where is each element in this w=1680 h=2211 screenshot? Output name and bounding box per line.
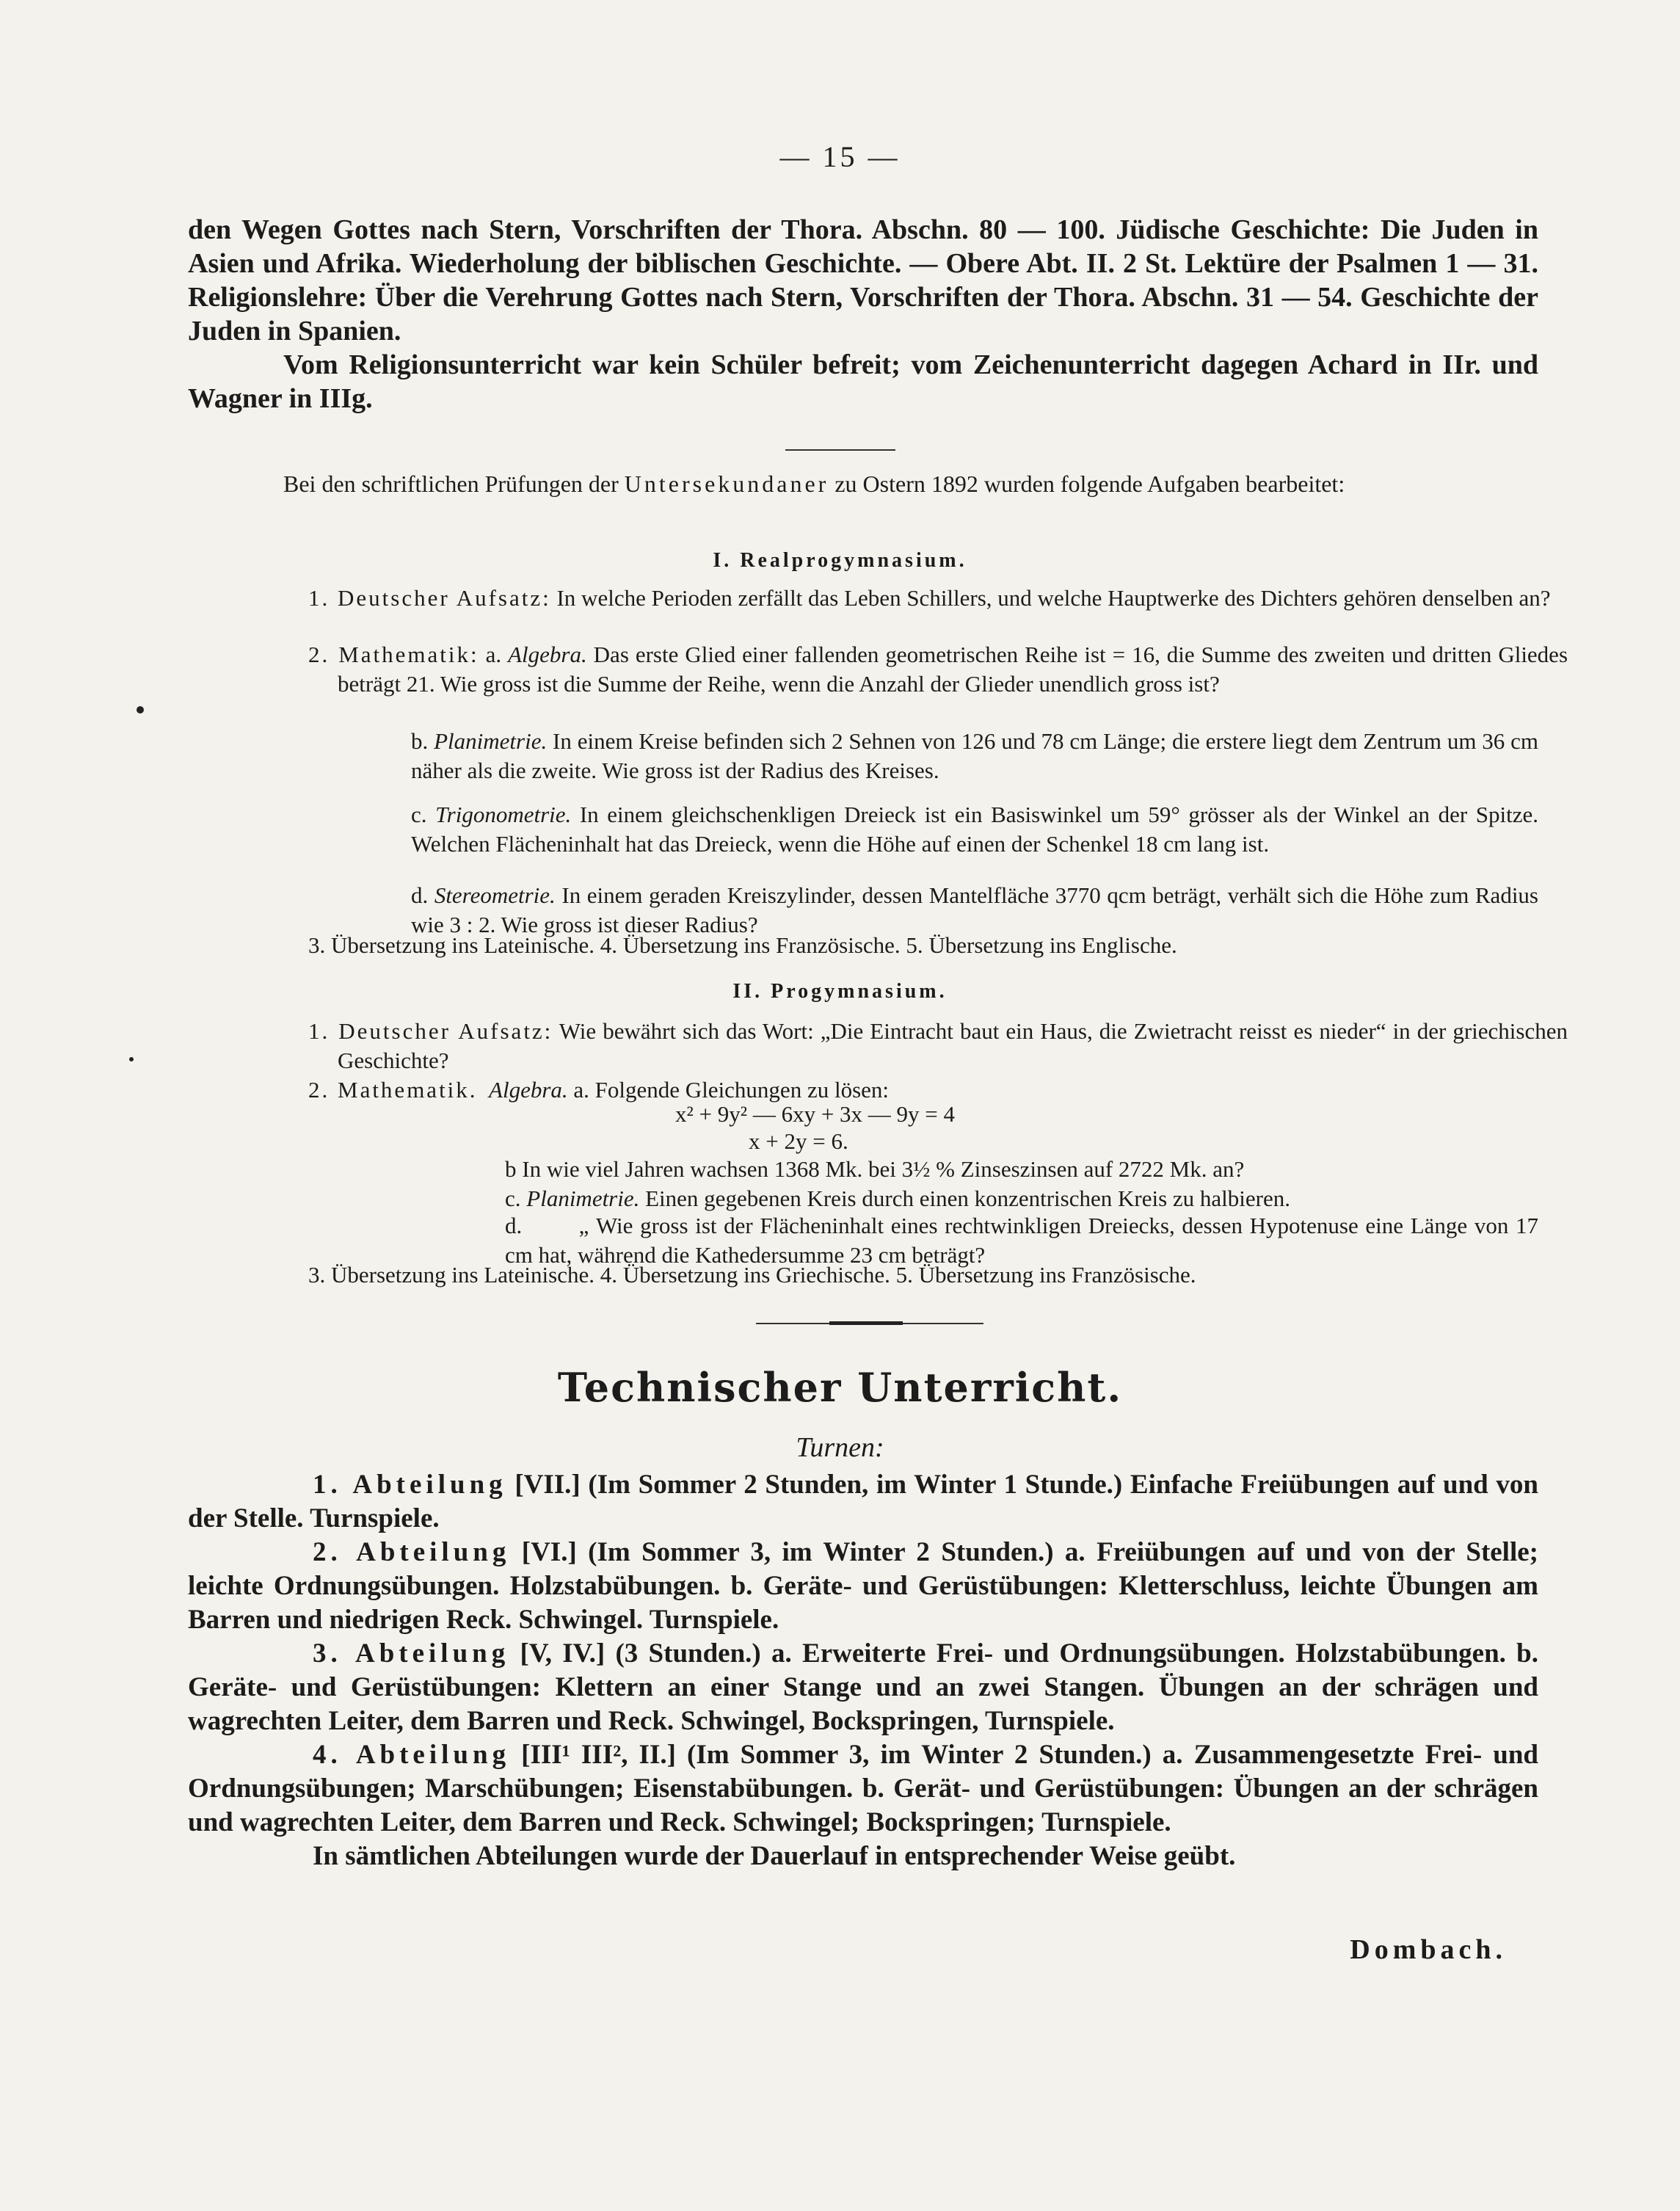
s1-math-label: 2. Mathematik: — [308, 642, 479, 667]
turnen-abteilung-1 — [188, 1468, 1538, 1536]
turnen-subheading: Turnen: — [796, 1432, 884, 1463]
s2-math-d-prefix: d. — [505, 1213, 523, 1238]
abteilung-2-label: 2. Abteilung — [313, 1537, 511, 1567]
technical-heading: Technischer Unterricht. — [557, 1364, 1123, 1411]
s2-task-deutsch-label: 1. Deutscher Aufsatz: — [308, 1018, 553, 1044]
s2-math-a-topic: Algebra. — [489, 1077, 568, 1103]
s2-math-c-prefix: c. — [505, 1186, 527, 1211]
s1-task-deutsch-text: In welche Perioden zerfällt das Leben Schillers, und welche Hauptwerke des Dichters gehören denselben an? — [550, 585, 1551, 611]
s2-task-deutsch — [308, 1017, 1568, 1075]
section-heading-progymnasium: II. Progymnasium. — [732, 980, 948, 1003]
s1-task-deutsch — [308, 584, 1568, 613]
abteilung-4-text: [III¹ III², II.] (Im Sommer 3, im Winter 2 Stunden.) a. Zusammengesetzte Frei- und Ordnungsübungen; Marschübungen; Eisenstabübungen. b. Gerät- und Gerüstübungen: Übungen an der schrägen und wagrechten Leiter, dem Barren und Reck. Schwingel; Bockspringen; Turnspiele. — [188, 1740, 1539, 1837]
s2-math-c-text: Einen gegebenen Kreis durch einen konzentrischen Kreis zu halbieren. — [639, 1186, 1290, 1211]
s2-math-d-ditto-mark: „ — [578, 1213, 589, 1238]
s1-task-math-c — [411, 800, 1538, 859]
margin-mark — [137, 706, 144, 714]
s1-task-languages: 3. Übersetzung ins Lateinische. 4. Übersetzung ins Französische. 5. Übersetzung ins Englische. — [308, 932, 1177, 958]
turnen-abteilung-3 — [188, 1637, 1538, 1738]
s1-math-a-prefix: a. — [479, 642, 509, 667]
s2-math-a-text: a. Folgende Gleichungen zu lösen: — [567, 1077, 890, 1103]
s1-math-a-text: Das erste Glied einer fallenden geometrischen Reihe ist = 16, die Summe des zweiten und dritten Gliedes beträgt 21. Wie gross ist die Summe der Reihe, wenn die Anzahl der Glieder unendlich gross ist? — [338, 642, 1568, 697]
s1-math-a-topic: Algebra. — [508, 642, 587, 667]
abteilung-3-text: [V, IV.] (3 Stunden.) a. Erweiterte Frei- und Ordnungsübungen. Holzstabübungen. b. Geräte- und Gerüstübungen: Klettern an einer Stange und an zwei Stangen. Übungen an der schrägen und wagrechten Leiter, dem Barren und Reck. Schwingel, Bockspringen, Turnspiele. — [188, 1638, 1539, 1736]
abteilung-4-label: 4. Abteilung — [313, 1740, 511, 1770]
s2-math-label: 2. Mathematik. — [308, 1077, 478, 1103]
turnen-section — [188, 1468, 1538, 1873]
s1-math-b-text: In einem Kreise befinden sich 2 Sehnen von 126 und 78 cm Länge; die erstere liegt dem Zentrum um 36 cm näher als die zweite. Wie gross ist der Radius des Kreises. — [411, 728, 1539, 783]
page-number: — 15 — — [779, 140, 901, 173]
margin-mark-small — [129, 1057, 134, 1061]
s1-math-d-prefix: d. — [411, 882, 434, 908]
abteilung-3-label: 3. Abteilung — [313, 1638, 510, 1669]
paragraph-exemptions: Vom Religionsunterricht war kein Schüler befreit; vom Zeichenunterricht dagegen Achard in IIr. und Wagner in IIIg. — [188, 349, 1538, 414]
turnen-abteilung-2 — [188, 1536, 1538, 1637]
signature: Dombach. — [1350, 1934, 1507, 1965]
s2-task-math-c — [505, 1184, 1538, 1213]
intro-spaced: Untersekundaner — [624, 471, 829, 497]
separator-rule — [785, 449, 895, 451]
paragraph-religion: den Wegen Gottes nach Stern, Vorschriften der Thora. Abschn. 80 — 100. Jüdische Geschichte: Die Juden in Asien und Afrika. Wiederholung der biblischen Geschichte. — Obere Abt. II. 2 St. Lektüre der Psalmen 1 — 31. Religionslehre: Über die Verehrung Gottes nach Stern, Vorschriften der Thora. Abschn. 31 — 54. Geschichte der Juden in Spanien. — [188, 214, 1538, 346]
s2-equation-1: x² + 9y² — 6xy + 3x — 9y = 4 — [675, 1101, 956, 1127]
s1-math-c-topic: Trigonometrie. — [435, 802, 572, 827]
s1-task-math-a — [308, 640, 1568, 699]
s2-task-languages: 3. Übersetzung ins Lateinische. 4. Übersetzung ins Griechische. 5. Übersetzung ins Französische. — [308, 1262, 1196, 1288]
exam-intro — [188, 468, 1538, 499]
s1-math-b-topic: Planimetrie. — [434, 728, 548, 754]
s2-math-d-text: Wie gross ist der Flächeninhalt eines rechtwinkligen Dreiecks, dessen Hypotenuse eine Länge von 17 cm hat, während die Kathedersumme 23 cm beträgt? — [505, 1213, 1539, 1268]
s1-math-d-text: In einem geraden Kreiszylinder, dessen Mantelfläche 3770 qcm beträgt, verhält sich die Höhe zum Radius wie 3 : 2. Wie gross ist dieser Radius? — [411, 882, 1538, 937]
section-heading-realprogymnasium: I. Realprogymnasium. — [713, 549, 967, 572]
top-paragraph — [188, 213, 1538, 415]
s2-math-c-topic: Planimetrie. — [526, 1186, 640, 1211]
s1-math-d-topic: Stereometrie. — [434, 882, 556, 908]
section-divider-rule — [756, 1323, 983, 1324]
s1-math-c-text: In einem gleichschenkligen Dreieck ist ein Basiswinkel um 59° grösser als der Winkel an der Spitze. Welchen Flächeninhalt hat das Dreieck, wenn die Höhe auf einen der Schenkel 18 cm lang ist. — [411, 802, 1538, 857]
intro-before: Bei den schriftlichen Prüfungen der — [283, 471, 625, 497]
intro-after: zu Ostern 1892 wurden folgende Aufgaben bearbeitet: — [829, 471, 1345, 497]
s2-task-math-a — [308, 1075, 1538, 1105]
s1-task-deutsch-label: 1. Deutscher Aufsatz: — [308, 585, 551, 611]
s2-equation-2: x + 2y = 6. — [749, 1128, 848, 1154]
turnen-abteilung-4 — [188, 1738, 1538, 1840]
abteilung-1-text: [VII.] (Im Sommer 2 Stunden, im Winter 1 Stunde.) Einfache Freiübungen auf und von der Stelle. Turnspiele. — [188, 1470, 1538, 1533]
s2-task-deutsch-text: Wie bewährt sich das Wort: „Die Eintracht baut ein Haus, die Zwietracht reisst es nieder“ in der griechischen Geschichte? — [338, 1018, 1568, 1073]
s2-task-math-b: b In wie viel Jahren wachsen 1368 Mk. bei 3½ % Zinseszinsen auf 2722 Mk. an? — [505, 1156, 1245, 1182]
abteilung-1-label: 1. Abteilung — [313, 1470, 507, 1500]
s1-math-b-prefix: b. — [411, 728, 434, 754]
s1-math-c-prefix: c. — [411, 802, 436, 827]
abteilung-2-text: [VI.] (Im Sommer 3, im Winter 2 Stunden.) a. Freiübungen auf und von der Stelle; leichte Ordnungsübungen. Holzstabübungen. b. Geräte- und Gerüstübungen: Kletterschluss, leichte Übungen am Barren und niedrigen Reck. Schwingel. Turnspiele. — [188, 1537, 1538, 1635]
s1-task-math-b — [411, 727, 1538, 785]
turnen-dauerlauf: In sämtlichen Abteilungen wurde der Dauerlauf in entsprechender Weise geübt. — [313, 1841, 1236, 1871]
